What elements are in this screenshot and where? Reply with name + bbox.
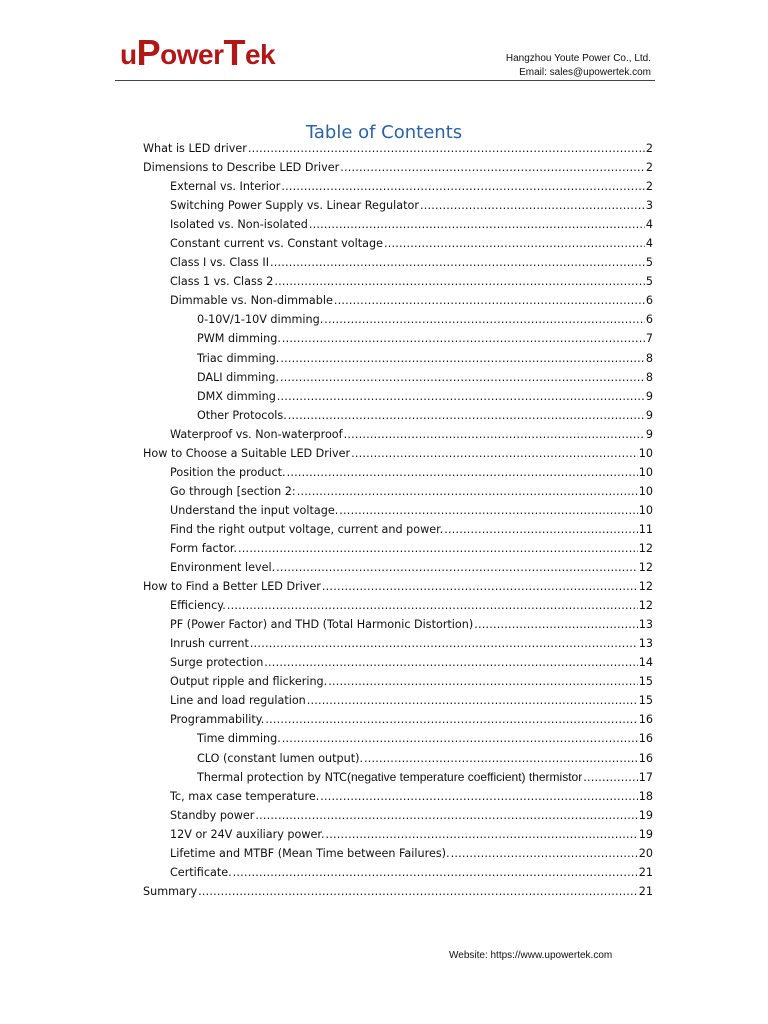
toc-entry-page: 16 bbox=[638, 751, 653, 765]
toc-entry-page: 21 bbox=[638, 865, 653, 879]
toc-entry-page: 12 bbox=[638, 580, 653, 594]
toc-entry-page: 6 bbox=[645, 294, 653, 308]
toc-dot-leader bbox=[339, 501, 637, 520]
toc-entry-label: Thermal protection by NTC bbox=[197, 770, 347, 784]
toc-entry-page: 9 bbox=[645, 408, 653, 422]
toc-entry-label: Standby power bbox=[170, 808, 255, 822]
toc-entry-label: Inrush current bbox=[170, 637, 249, 651]
toc-entry-page: 21 bbox=[638, 884, 653, 898]
toc-entry-label: How to Find a Better LED Driver bbox=[143, 580, 321, 594]
toc-dot-leader bbox=[264, 653, 637, 672]
toc-entry-label: Class 1 vs. Class 2 bbox=[170, 275, 274, 289]
toc-entry-page: 17 bbox=[638, 770, 653, 784]
toc-dot-leader bbox=[307, 691, 638, 710]
toc-dot-leader bbox=[340, 158, 645, 177]
toc-entry[interactable] bbox=[143, 406, 653, 425]
toc-dot-leader bbox=[420, 196, 645, 215]
toc-entry[interactable] bbox=[143, 444, 653, 463]
toc-entry[interactable] bbox=[143, 768, 653, 787]
toc-entry-page: 15 bbox=[638, 694, 653, 708]
toc-dot-leader bbox=[274, 272, 645, 291]
toc-entry[interactable] bbox=[143, 787, 653, 806]
toc-dot-leader bbox=[255, 806, 637, 825]
toc-entry-label: Isolated vs. Non-isolated bbox=[170, 218, 308, 232]
toc-entry-label: Constant current vs. Constant voltage bbox=[170, 237, 383, 251]
toc-entry-page: 10 bbox=[638, 446, 653, 460]
logo-text-ek: ek bbox=[244, 38, 276, 70]
toc-dot-leader bbox=[451, 844, 638, 863]
toc-entry[interactable] bbox=[143, 310, 653, 329]
toc-entry-page: 2 bbox=[645, 180, 653, 194]
toc-dot-leader bbox=[328, 672, 638, 691]
toc-entry-label: Other Protocols. bbox=[197, 408, 287, 422]
toc-entry-page: 4 bbox=[645, 237, 653, 251]
toc-entry-label-continued bbox=[347, 768, 582, 787]
toc-entry-page: 13 bbox=[638, 618, 653, 632]
toc-entry-label: Programmability. bbox=[170, 713, 265, 727]
toc-entry-page: 4 bbox=[645, 218, 653, 232]
toc-dot-leader bbox=[280, 368, 645, 387]
toc-dot-leader bbox=[288, 406, 645, 425]
toc-entry-page: 10 bbox=[638, 503, 653, 517]
toc-dot-leader bbox=[334, 291, 645, 310]
toc-entry[interactable] bbox=[143, 577, 653, 596]
toc-entry-page: 10 bbox=[638, 484, 653, 498]
logo-text-ower: ower bbox=[160, 38, 224, 70]
toc-entry-page: 19 bbox=[638, 808, 653, 822]
toc-entry[interactable] bbox=[143, 825, 653, 844]
toc-entry-page: 14 bbox=[638, 656, 653, 670]
toc-dot-leader bbox=[281, 177, 645, 196]
toc-dot-leader bbox=[297, 482, 638, 501]
toc-entry-page: 12 bbox=[638, 561, 653, 575]
toc-entry[interactable] bbox=[143, 349, 653, 368]
toc-entry-label: Find the right output voltage, current and power. bbox=[170, 522, 444, 536]
toc-dot-leader bbox=[444, 520, 638, 539]
toc-entry-label: Understand the input voltage. bbox=[170, 503, 339, 517]
toc-entry-page: 9 bbox=[645, 389, 653, 403]
toc-entry-page: 13 bbox=[638, 637, 653, 651]
toc-entry[interactable] bbox=[143, 177, 653, 196]
toc-entry-label: External vs. Interior bbox=[170, 180, 281, 194]
toc-entry-page: 12 bbox=[638, 599, 653, 613]
toc-entry-page: 12 bbox=[638, 541, 653, 555]
toc-entry[interactable] bbox=[143, 653, 653, 672]
toc-entry[interactable] bbox=[143, 463, 653, 482]
toc-dot-leader bbox=[282, 329, 645, 348]
toc-entry-page: 2 bbox=[645, 142, 653, 155]
toc-dot-leader bbox=[322, 577, 638, 596]
logo-text-t: T bbox=[223, 32, 245, 73]
toc-entry-page: 8 bbox=[645, 351, 653, 365]
toc-dot-leader bbox=[344, 425, 645, 444]
toc-entry-page: 19 bbox=[638, 827, 653, 841]
toc-entry-label: Form factor. bbox=[170, 541, 238, 555]
toc-dot-leader bbox=[248, 139, 645, 158]
toc-entry-label: Environment level. bbox=[170, 561, 276, 575]
toc-entry-page: 5 bbox=[645, 275, 653, 289]
toc-entry-page: 8 bbox=[645, 370, 653, 384]
company-name: Hangzhou Youte Power Co., Ltd. bbox=[505, 53, 651, 64]
toc-entry-label: Triac dimming. bbox=[197, 351, 280, 365]
toc-entry[interactable] bbox=[143, 520, 653, 539]
toc-dot-leader bbox=[270, 253, 645, 272]
toc-dot-leader bbox=[276, 558, 638, 577]
toc-entry[interactable] bbox=[143, 329, 653, 348]
toc-entry-label: Dimmable vs. Non-dimmable bbox=[170, 294, 333, 308]
toc-entry-page: 9 bbox=[645, 427, 653, 441]
toc-entry[interactable] bbox=[143, 482, 653, 501]
toc-dot-leader bbox=[351, 444, 638, 463]
toc-entry-label: Waterproof vs. Non-waterproof bbox=[170, 427, 343, 441]
toc-dot-leader bbox=[227, 596, 638, 615]
toc-dot-leader bbox=[384, 234, 645, 253]
toc-entry-page: 5 bbox=[645, 256, 653, 270]
toc-entry[interactable] bbox=[143, 634, 653, 653]
toc-entry-label: How to Choose a Suitable LED Driver bbox=[143, 446, 351, 460]
toc-entry-page: 18 bbox=[638, 789, 653, 803]
toc-dot-leader bbox=[324, 310, 645, 329]
toc-entry-label: PWM dimming. bbox=[197, 332, 281, 346]
toc-dot-leader bbox=[277, 387, 645, 406]
toc-entry[interactable] bbox=[143, 139, 653, 158]
toc-entry[interactable] bbox=[143, 215, 653, 234]
toc-entry-page: 16 bbox=[638, 713, 653, 727]
company-email[interactable]: Email: sales@upowertek.com bbox=[519, 67, 651, 78]
toc-entry-label: Surge protection bbox=[170, 656, 264, 670]
toc-entry-label: What is LED driver bbox=[143, 142, 247, 155]
toc-entry[interactable] bbox=[143, 234, 653, 253]
toc-entry[interactable] bbox=[143, 863, 653, 882]
toc-entry-page: 6 bbox=[645, 313, 653, 327]
toc-entry-page: 11 bbox=[638, 522, 653, 536]
toc-entry[interactable] bbox=[143, 672, 653, 691]
toc-entry-label: Class I vs. Class II bbox=[170, 256, 269, 270]
toc-entry[interactable] bbox=[143, 729, 653, 748]
toc-title: Table of Contents bbox=[305, 122, 463, 144]
toc-entry[interactable] bbox=[143, 387, 653, 406]
toc-dot-leader bbox=[583, 768, 638, 787]
toc-entry-label: Lifetime and MTBF (Mean Time between Failures). bbox=[170, 846, 450, 860]
company-logo bbox=[120, 32, 276, 73]
footer-website[interactable]: Website: https://www.upowertek.com bbox=[449, 950, 613, 961]
toc-entry[interactable] bbox=[143, 691, 653, 710]
logo-text-p: P bbox=[136, 32, 161, 73]
toc-dot-leader bbox=[309, 215, 645, 234]
toc-entry-label: PF (Power Factor) and THD (Total Harmonic Distortion) bbox=[170, 618, 474, 632]
toc-entry-label: Line and load regulation bbox=[170, 694, 306, 708]
toc-entry-label: 12V or 24V auxiliary power. bbox=[170, 827, 325, 841]
toc-entry[interactable] bbox=[143, 158, 653, 177]
toc-entry-label: Summary bbox=[143, 884, 198, 898]
toc-entry-label: Certificate. bbox=[170, 865, 232, 879]
header-divider bbox=[115, 80, 655, 81]
toc-entry[interactable] bbox=[143, 368, 653, 387]
toc-entry-label: Tc, max case temperature. bbox=[170, 789, 320, 803]
toc-dot-leader bbox=[474, 615, 638, 634]
toc-entry[interactable] bbox=[143, 615, 653, 634]
toc-entry-label: CLO (constant lumen output). bbox=[197, 751, 364, 765]
toc-dot-leader bbox=[326, 825, 638, 844]
toc-entry-label: Time dimming. bbox=[197, 732, 281, 746]
toc-entry-label: Position the product. bbox=[170, 465, 286, 479]
toc-entry-page: 7 bbox=[645, 332, 653, 346]
toc-entry-page: 10 bbox=[638, 465, 653, 479]
toc-entry-label: Output ripple and flickering. bbox=[170, 675, 328, 689]
toc-entry[interactable] bbox=[143, 253, 653, 272]
toc-entry-label: DALI dimming. bbox=[197, 370, 280, 384]
company-info bbox=[506, 52, 651, 80]
toc-entry-label: DMX dimming bbox=[197, 389, 276, 403]
toc-entry-page: 15 bbox=[638, 675, 653, 689]
toc-dot-leader bbox=[265, 710, 637, 729]
toc-dot-leader bbox=[320, 787, 637, 806]
toc-entry[interactable] bbox=[143, 196, 653, 215]
toc-dot-leader bbox=[198, 882, 638, 901]
toc-entry[interactable] bbox=[143, 291, 653, 310]
toc-dot-leader bbox=[364, 749, 638, 768]
toc-entry[interactable] bbox=[143, 710, 653, 729]
toc-entry[interactable] bbox=[143, 272, 653, 291]
toc-dot-leader bbox=[250, 634, 638, 653]
toc-entry-page: 20 bbox=[638, 846, 653, 860]
toc-entry-label: Switching Power Supply vs. Linear Regulator bbox=[170, 199, 419, 213]
toc-entry-label: Efficiency. bbox=[170, 599, 226, 613]
toc-entry[interactable] bbox=[143, 806, 653, 825]
toc-entry[interactable] bbox=[143, 596, 653, 615]
toc-entry[interactable] bbox=[143, 425, 653, 444]
toc-entry[interactable] bbox=[143, 558, 653, 577]
logo-text-u: u bbox=[120, 38, 137, 70]
toc-entry[interactable] bbox=[143, 882, 653, 901]
toc-entry-page: 3 bbox=[645, 199, 653, 213]
toc-entry-label-alt: (negative temperature coefficient) thermistor bbox=[346, 769, 583, 784]
toc-entry[interactable] bbox=[143, 844, 653, 863]
toc-entry-page: 16 bbox=[638, 732, 653, 746]
toc-list bbox=[143, 139, 653, 901]
toc-dot-leader bbox=[233, 863, 638, 882]
toc-entry[interactable] bbox=[143, 749, 653, 768]
toc-entry-label: Dimensions to Describe LED Driver bbox=[143, 161, 340, 175]
toc-entry-page: 2 bbox=[645, 161, 653, 175]
toc-dot-leader bbox=[280, 349, 645, 368]
toc-dot-leader bbox=[282, 729, 638, 748]
toc-dot-leader bbox=[287, 463, 638, 482]
toc-entry[interactable] bbox=[143, 539, 653, 558]
toc-entry-label: Go through [section 2: bbox=[170, 484, 296, 498]
toc-entry[interactable] bbox=[143, 501, 653, 520]
toc-entry-label: 0-10V/1-10V dimming. bbox=[197, 313, 324, 327]
toc-dot-leader bbox=[238, 539, 638, 558]
